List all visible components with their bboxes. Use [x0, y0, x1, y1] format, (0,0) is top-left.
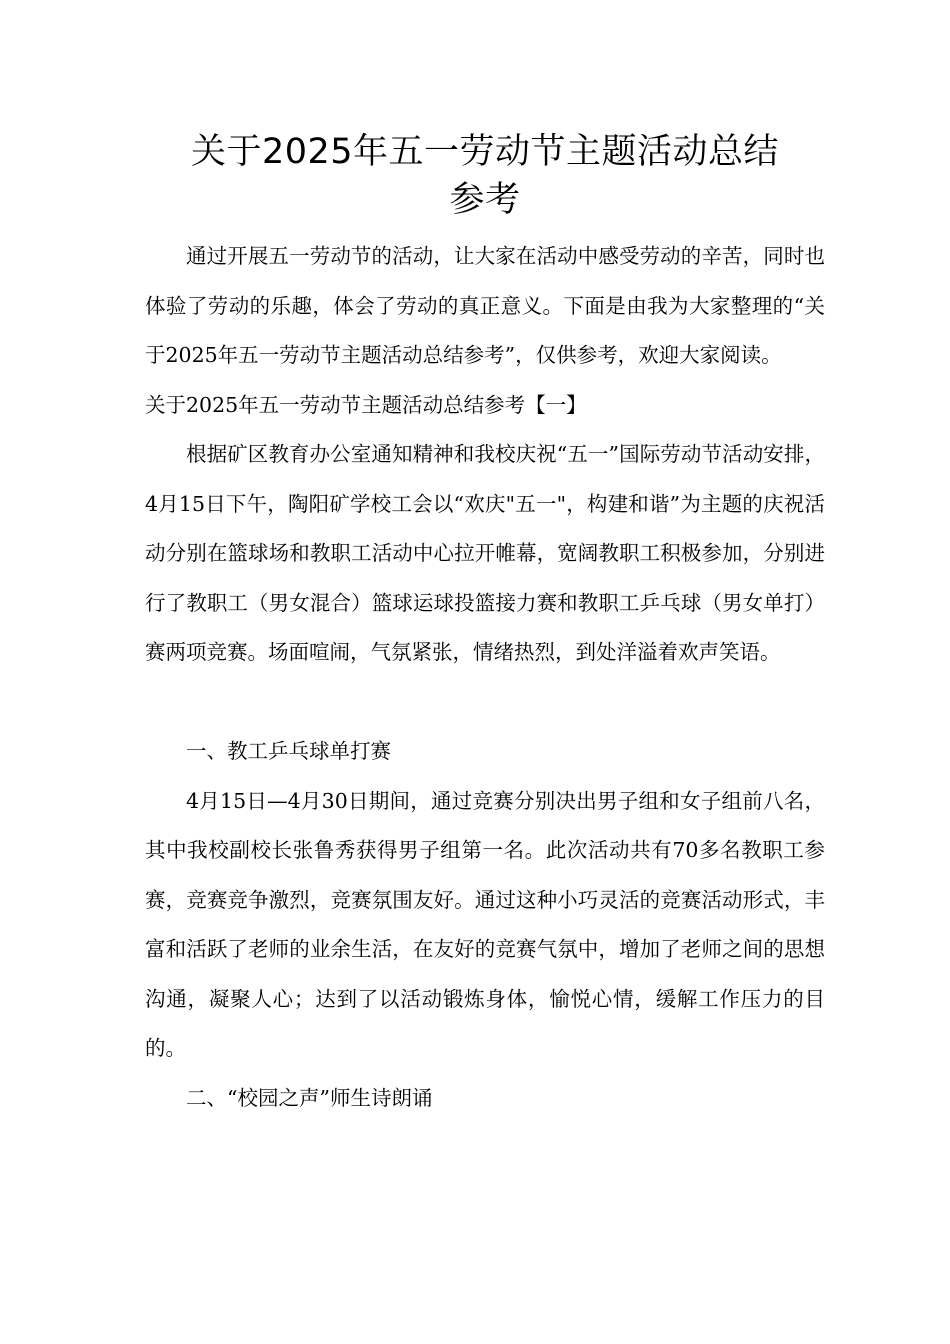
section-heading: 关于2025年五一劳动节主题活动总结参考【一】 [145, 392, 587, 417]
blank-line [145, 678, 825, 728]
subheading-2: 二、“校园之声”师生诗朗诵 [186, 1085, 433, 1110]
subheading-1: 一、教工乒乓球单打赛 [186, 739, 391, 763]
intro-paragraph: 通过开展五一劳动节的活动，让大家在活动中感受劳动的辛苦，同时也体验了劳动的乐趣，体会了劳动的真正意义。下面是由我为大家整理的“关于2025年五一劳动节主题活动总结参考”，仅供参考，欢迎大家阅读。 [145, 244, 825, 367]
body-paragraph-2: 4月15日—4月30日期间，通过竞赛分别决出男子组和女子组前八名，其中我校副校长张鲁秀获得男子组第一名。此次活动共有70多名教职工参赛，竞赛竞争激烈，竞赛氛围友好。通过这种小巧灵活的竞赛活动形式，丰富和活跃了老师的业余生活，在友好的竞赛气氛中，增加了老师之间的思想沟通，凝聚人心；达到了以活动锻炼身体，愉悦心情，缓解工作压力的目的。 [145, 788, 825, 1060]
document-page [145, 128, 825, 1123]
document-title [145, 128, 825, 224]
document-title-line1: 关于2025年五一劳动节主题活动总结 [190, 132, 780, 172]
document-title-line2: 参考 [449, 180, 521, 220]
body-paragraph-1: 根据矿区教育办公室通知精神和我校庆祝“五一”国际劳动节活动安排，4月15日下午，陶阳矿学校工会以“欢庆"五一"，构建和谐”为主题的庆祝活动分别在篮球场和教职工活动中心拉开帷幕，宽阔教职工积极参加，分别进行了教职工（男女混合）篮球运球投篮接力赛和教职工乒乓球（男女单打）赛两项竞赛。场面喧闹，气氛紧张，情绪热烈，到处洋溢着欢声笑语。 [145, 442, 825, 664]
